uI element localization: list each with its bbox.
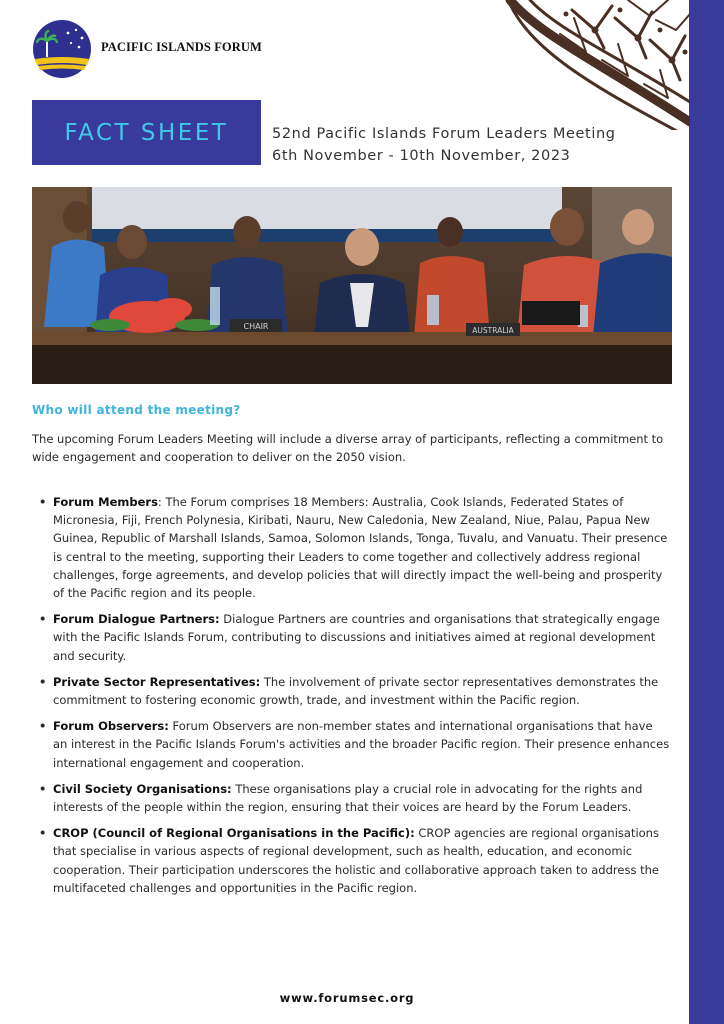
attendee-item: [36, 673, 670, 709]
section-heading: Who will attend the meeting?: [32, 403, 241, 417]
tapa-pattern-decoration: [500, 0, 690, 130]
attendee-term: Forum Members: [53, 495, 158, 509]
attendee-term: Forum Observers:: [53, 719, 169, 734]
attendee-item: [36, 780, 670, 816]
bullet-icon: •: [39, 719, 47, 734]
fact-sheet-label: FACT SHEET: [64, 119, 229, 146]
pacific-islands-forum-logo: [32, 19, 92, 79]
attendee-term: Private Sector Representatives:: [53, 674, 261, 689]
attendee-item: [36, 493, 670, 602]
attendee-item: [36, 824, 670, 897]
chair-place-card: CHAIR: [243, 322, 269, 331]
attendee-description: The involvement of private sector representatives demonstrates the commitment to fostering economic growth, trade, and investment within the Pacific region.: [53, 674, 659, 708]
attendee-term: Forum Dialogue Partners:: [53, 612, 220, 627]
bullet-icon: •: [39, 826, 47, 841]
attendee-description: CROP agencies are regional organisations that specialise in various aspects of regional development, such as health, education, and economic cooperation. Their participation underscores the holistic and collaborative approach taken to address the multifaceted challenges and opportunities in the Pacific region.: [53, 826, 659, 895]
bullet-icon: •: [39, 495, 47, 509]
organization-name: PACIFIC ISLANDS FORUM: [101, 40, 262, 54]
attendee-description: Dialogue Partners are countries and organisations that strategically engage with the Pacific Islands Forum, contributing to discussions and initiatives aimed at regional development and security.: [53, 612, 660, 663]
term-separator: :: [157, 495, 166, 509]
bullet-icon: •: [39, 781, 47, 796]
attendee-list: [36, 493, 670, 905]
side-accent-bar: [689, 0, 724, 1024]
meeting-title: [272, 123, 616, 167]
bullet-icon: •: [39, 612, 47, 627]
meeting-photo: [32, 187, 672, 384]
attendee-term: Civil Society Organisations:: [53, 781, 232, 796]
australia-place-card: AUSTRALIA: [472, 326, 514, 335]
bullet-icon: •: [39, 674, 47, 689]
meeting-name: 52nd Pacific Islands Forum Leaders Meeting: [272, 126, 616, 142]
attendee-description: These organisations play a crucial role in advocating for the rights and interests of the people within the region, ensuring that their voices are heard by the Forum Leaders.: [53, 781, 643, 815]
attendee-term: CROP (Council of Regional Organisations in the Pacific):: [53, 826, 415, 841]
fact-sheet-banner: [32, 100, 261, 165]
attendee-description: Forum Observers are non-member states and international organisations that have an interest in the Pacific Islands Forum's activities and the broader Pacific region. Their presence enhances international engagement and cooperation.: [53, 719, 670, 770]
intro-paragraph: The upcoming Forum Leaders Meeting will include a diverse array of participants, reflecting a commitment to wide engagement and cooperation to deliver on the 2050 vision.: [32, 432, 664, 464]
attendee-item: [36, 717, 670, 772]
attendee-item: [36, 610, 670, 665]
meeting-dates: 6th November - 10th November, 2023: [272, 148, 571, 164]
attendee-description: The Forum comprises 18 Members: Australia, Cook Islands, Federated States of Micronesia, Fiji, French Polynesia, Kiribati, Nauru, New Caledonia, New Zealand, Niue, Palau, Papua New Guinea, Republic of Marshall Islands, Samoa, Solomon Islands, Tonga, Tuvalu, and Vanuatu. Their presence is central to the meeting, supporting their Leaders to come together and collectively address regional challenges, forge agreements, and develop policies that will directly impact the well-being and prosperity of the Pacific region and its people.: [53, 495, 668, 601]
website-url[interactable]: www.forumsec.org: [279, 991, 415, 1005]
